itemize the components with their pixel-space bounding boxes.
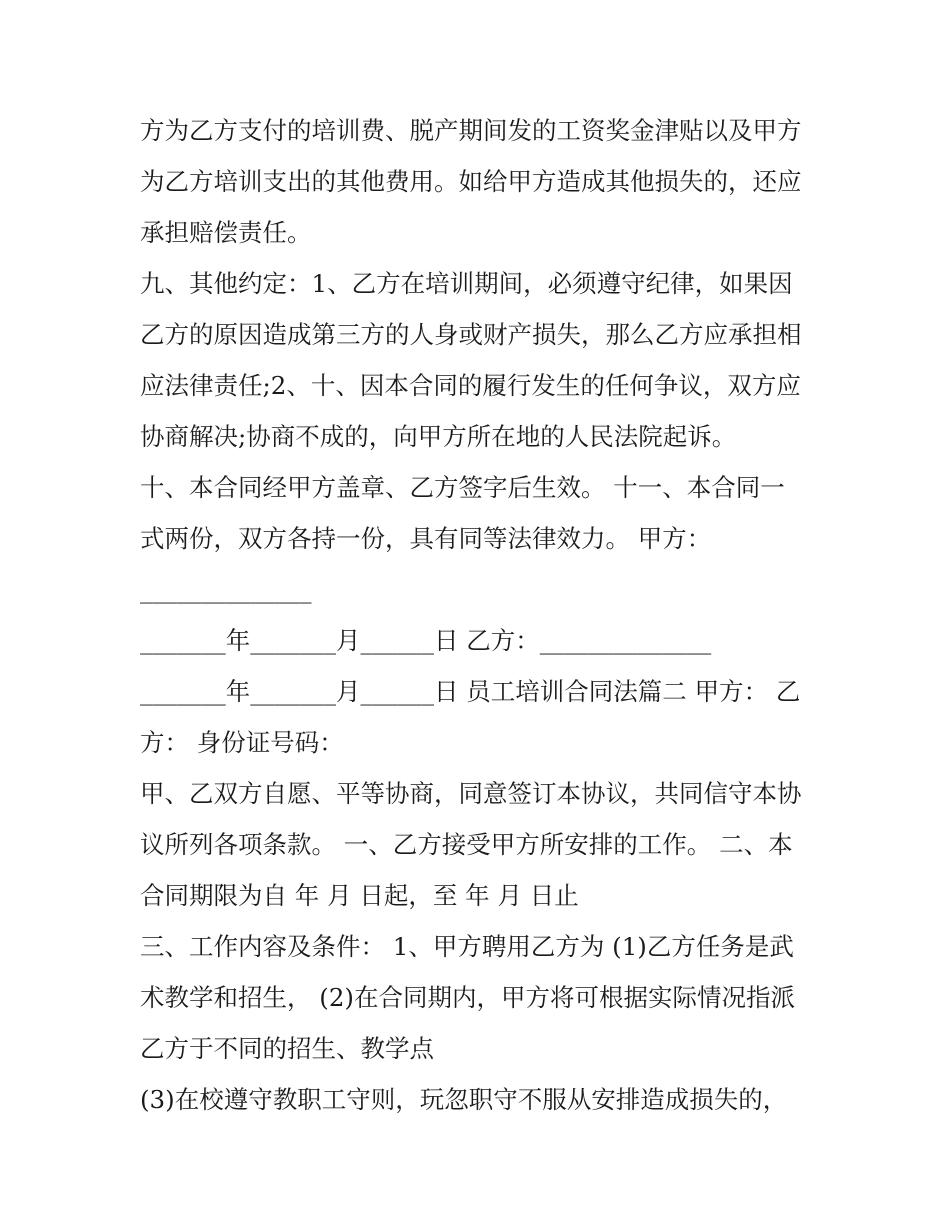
- text-line: 合同期限为自 年 月 日起，至 年 月 日止: [140, 881, 579, 910]
- text-line: 为乙方培训支出的其他费用。如给甲方造成其他损失的，还应: [140, 167, 802, 196]
- text-line: 三、工作内容及条件： 1、甲方聘用乙方为 (1)乙方任务是武: [140, 932, 794, 961]
- text-line: 应法律责任;2、十、因本合同的履行发生的任何争议，双方应: [140, 371, 801, 400]
- text-line: 协商解决;协商不成的，向甲方所在地的人民法院起诉。: [140, 422, 737, 451]
- text-line: 十、本合同经甲方盖章、乙方签字后生效。 十一、本合同一: [140, 473, 785, 502]
- text-line: (3)在校遵守教职工守则，玩忽职守不服从安排造成损失的，: [140, 1085, 788, 1114]
- text-line: 甲、乙双方自愿、平等协商，同意签订本协议，共同信守本协: [140, 779, 802, 808]
- document-body: [140, 105, 820, 1125]
- text-line: 议所列各项条款。 一、乙方接受甲方所安排的工作。 二、本: [140, 830, 793, 859]
- signature-blank-line: ______________: [140, 575, 312, 604]
- text-line: 乙方于不同的招生、教学点: [140, 1034, 434, 1063]
- text-line: 承担赔偿责任。: [140, 218, 312, 247]
- text-line: 方： 身份证号码：: [140, 728, 344, 757]
- signature-date-line: _______年_______月______日 员工培训合同法篇二 甲方： 乙: [140, 677, 801, 706]
- text-line: 式两份，双方各持一份，具有同等法律效力。 甲方：: [140, 524, 712, 553]
- text-line: 术教学和招生， (2)在合同期内，甲方将可根据实际情况指派: [140, 983, 795, 1012]
- text-line: 九、其他约定：1、乙方在培训期间，必须遵守纪律，如果因: [140, 269, 793, 298]
- signature-date-line: _______年_______月______日 乙方：______________: [140, 626, 712, 655]
- text-line: 乙方的原因造成第三方的人身或财产损失，那么乙方应承担相: [140, 320, 802, 349]
- text-line: 方为乙方支付的培训费、脱产期间发的工资奖金津贴以及甲方: [140, 116, 802, 145]
